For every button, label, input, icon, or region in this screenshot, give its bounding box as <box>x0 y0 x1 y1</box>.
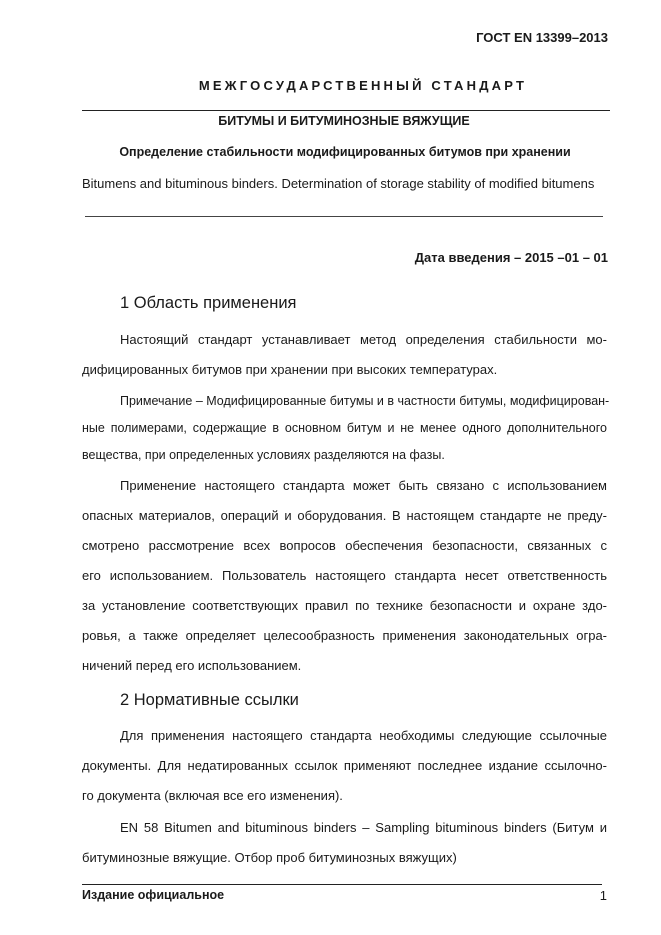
text-line: ровья, а также определяет целесообразность применения законодательных огра- <box>82 628 607 643</box>
text-line: Примечание – Модифицированные битумы и в частности битумы, модифицирован- <box>120 394 610 408</box>
text-line: вещества, при определенных условиях разделяются на фазы. <box>82 448 445 462</box>
text-line: смотрено рассмотрение всех вопросов обеспечения безопасности, связанных с <box>82 538 607 553</box>
document-code: ГОСТ EN 13399–2013 <box>476 30 608 45</box>
text-line: Для применения настоящего стандарта необходимы следующие ссылочные <box>120 728 607 743</box>
official-edition-label: Издание официальное <box>82 888 225 902</box>
document-title: БИТУМЫ И БИТУМИНОЗНЫЕ ВЯЖУЩИЕ <box>218 114 470 128</box>
text-line: его использованием. Пользователь настоящего стандарта несет ответственность <box>82 568 607 583</box>
section-1-paragraph-1 <box>82 325 607 385</box>
section-2-paragraph-2 <box>82 813 607 873</box>
text-line: битуминозные вяжущие. Отбор проб битуминозных вяжущих) <box>82 850 457 865</box>
introduction-date: Дата введения – 2015 –01 – 01 <box>414 250 608 265</box>
text-line: Настоящий стандарт устанавливает метод определения стабильности мо- <box>120 332 607 347</box>
text-line: за установление соответствующих правил по технике безопасности и охране здо- <box>82 598 607 613</box>
text-line: EN 58 Bitumen and bituminous binders – Sampling bituminous binders (Битум и <box>120 820 607 835</box>
section-1-paragraph-2 <box>82 471 607 681</box>
text-line: ные полимерами, содержащие в основном битум и не менее одного дополнительного <box>82 421 607 435</box>
page-number: 1 <box>599 888 607 903</box>
section-2-heading: 2 Нормативные ссылки <box>120 691 299 709</box>
document-subtitle: Определение стабильности модифицированных битумов при хранении <box>119 145 571 159</box>
section-1-note <box>82 388 610 469</box>
text-line: ничений перед его использованием. <box>82 658 302 673</box>
text-line: документы. Для недатированных ссылок применяют последнее издание ссылочно- <box>82 758 607 773</box>
text-line: дифицированных битумов при хранении при высоких температурах. <box>82 362 498 377</box>
section-1-heading: 1 Область применения <box>120 294 297 312</box>
header-rule <box>82 110 610 111</box>
text-line: Применение настоящего стандарта может быть связано с использованием <box>120 478 607 493</box>
footer-rule <box>82 884 602 885</box>
english-title: Bitumens and bituminous binders. Determination of storage stability of modified bitumens <box>82 176 595 191</box>
text-line: опасных материалов, операций и оборудования. В настоящем стандарте не преду- <box>82 508 607 523</box>
text-line: го документа (включая все его изменения). <box>82 788 343 803</box>
separator-line <box>85 216 603 217</box>
section-2-paragraph-1 <box>82 721 607 811</box>
interstate-standard-title: МЕЖГОСУДАРСТВЕННЫЙ СТАНДАРТ <box>198 78 528 93</box>
